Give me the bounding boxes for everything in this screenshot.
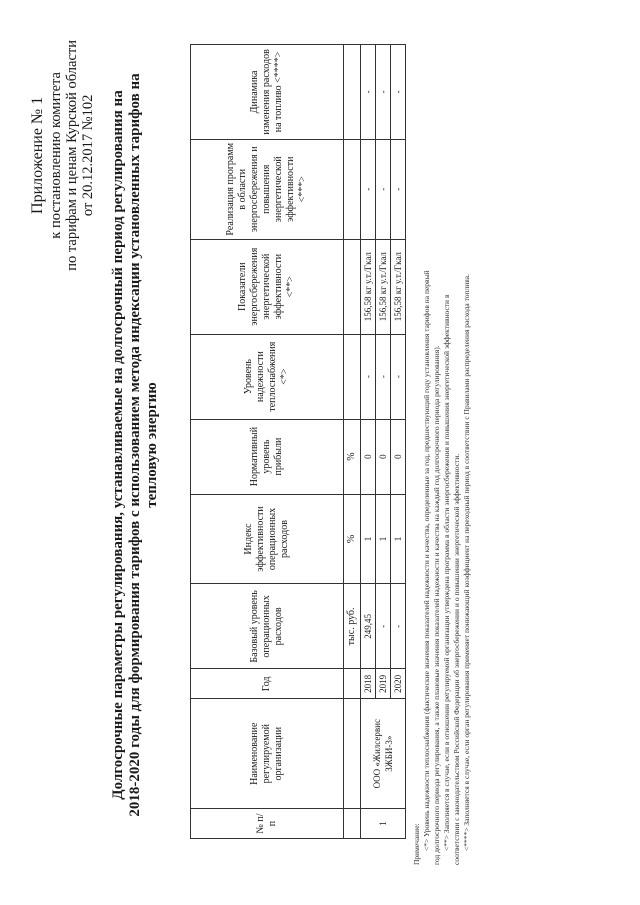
unit-cell: % xyxy=(344,494,361,584)
program-cell: - xyxy=(391,139,406,239)
footnote: <****> Заполняется в случае, если орган регулирования применяет понижающий коэффициент на переходный период в соответствии с Правилами распределения расхода топлива. xyxy=(462,274,471,851)
year-cell: 2020 xyxy=(391,669,406,699)
col-header: Уровень надежности теплоснабжения <*> xyxy=(191,334,344,419)
base-cell: - xyxy=(391,584,406,669)
unit-cell xyxy=(344,809,361,839)
unit-cell: тыс. руб. xyxy=(344,584,361,669)
appendix-header xyxy=(28,40,96,271)
appendix-title: Приложение № 1 xyxy=(29,96,46,214)
footnote: <**> Заполняется в случае, если в отношении регулируемой организации утверждена программа в области энергосбережения и повышения энергетической эффективности в xyxy=(442,294,451,851)
unit-cell xyxy=(344,334,361,419)
row-number: 1 xyxy=(361,809,406,839)
col-header: Нормативный уровень прибыли xyxy=(191,419,344,494)
col-header: Динамика изменения расходов на топливо <****> xyxy=(191,45,344,140)
energy-cell: 156,58 кг у.т./Гкал xyxy=(361,239,376,334)
table-units-row xyxy=(344,45,361,839)
footnotes xyxy=(412,35,472,865)
energy-cell: 156,58 кг у.т./Гкал xyxy=(376,239,391,334)
index-cell: 1 xyxy=(361,494,376,584)
footnote: <*> Уровень надежности теплоснабжения (фактические значения показателей надежности и качества, определенные за год, предшествующий году установления тарифов на первый xyxy=(422,270,431,851)
appendix-line: к постановлению комитета xyxy=(48,72,64,239)
index-cell: 1 xyxy=(376,494,391,584)
title-line: 2018-2020 годы для формирования тарифов с использованием метода индексации установленных тарифов на xyxy=(127,73,143,817)
col-header: Индекс эффективности операционных расходов xyxy=(191,494,344,584)
col-header: Год xyxy=(191,669,344,699)
reliability-cell: - xyxy=(376,334,391,419)
parameters-table xyxy=(190,44,406,839)
program-cell: - xyxy=(361,139,376,239)
profit-cell: 0 xyxy=(376,419,391,494)
index-cell: 1 xyxy=(391,494,406,584)
profit-cell: 0 xyxy=(361,419,376,494)
profit-cell: 0 xyxy=(391,419,406,494)
col-header: Реализация программ в области энергосбережения и повышения энергетической эффективности <***> xyxy=(191,139,344,239)
fuel-cell: - xyxy=(391,45,406,140)
title-line: Долгосрочные параметры регулирования, устанавливаемые на долгосрочный период регулирования на xyxy=(110,90,126,800)
appendix-line: по тарифам и ценам Курской области xyxy=(64,40,80,271)
energy-cell: 156,58 кг у.т./Гкал xyxy=(391,239,406,334)
col-header: Показатели энергосбережения энергетической эффективности <**> xyxy=(191,239,344,334)
reliability-cell: - xyxy=(391,334,406,419)
base-cell: - xyxy=(376,584,391,669)
program-cell: - xyxy=(376,139,391,239)
reliability-cell: - xyxy=(361,334,376,419)
base-cell: 249,45 xyxy=(361,584,376,669)
unit-cell xyxy=(344,669,361,699)
fuel-cell: - xyxy=(376,45,391,140)
unit-cell xyxy=(344,45,361,140)
document-title xyxy=(110,45,161,845)
fuel-cell: - xyxy=(361,45,376,140)
year-cell: 2018 xyxy=(361,669,376,699)
title-line: тепловую энергию xyxy=(144,382,160,508)
table-header-row xyxy=(191,45,344,839)
notes-heading: Примечание: xyxy=(412,823,421,865)
col-header: Базовый уровень операционных расходов xyxy=(191,584,344,669)
unit-cell: % xyxy=(344,419,361,494)
footnote: соответствии с законодательством Российской Федерации об энергосбережении и о повышении энергетической эффективности. xyxy=(452,453,461,865)
table-row xyxy=(361,45,376,839)
unit-cell xyxy=(344,139,361,239)
appendix-date: от 20.12.2017 №102 xyxy=(80,94,96,217)
year-cell: 2019 xyxy=(376,669,391,699)
org-name: ООО «Жилсервис ЗЖБИ-3» xyxy=(361,699,406,809)
unit-cell xyxy=(344,699,361,809)
unit-cell xyxy=(344,239,361,334)
col-header: № п/п xyxy=(191,809,344,839)
footnote: год долгосрочного периода регулирования, а также плановые значения показателей надежности и качества на каждый год долгосрочного периода регулирования). xyxy=(432,345,441,865)
col-header: Наименование регулируемой организации xyxy=(191,699,344,809)
